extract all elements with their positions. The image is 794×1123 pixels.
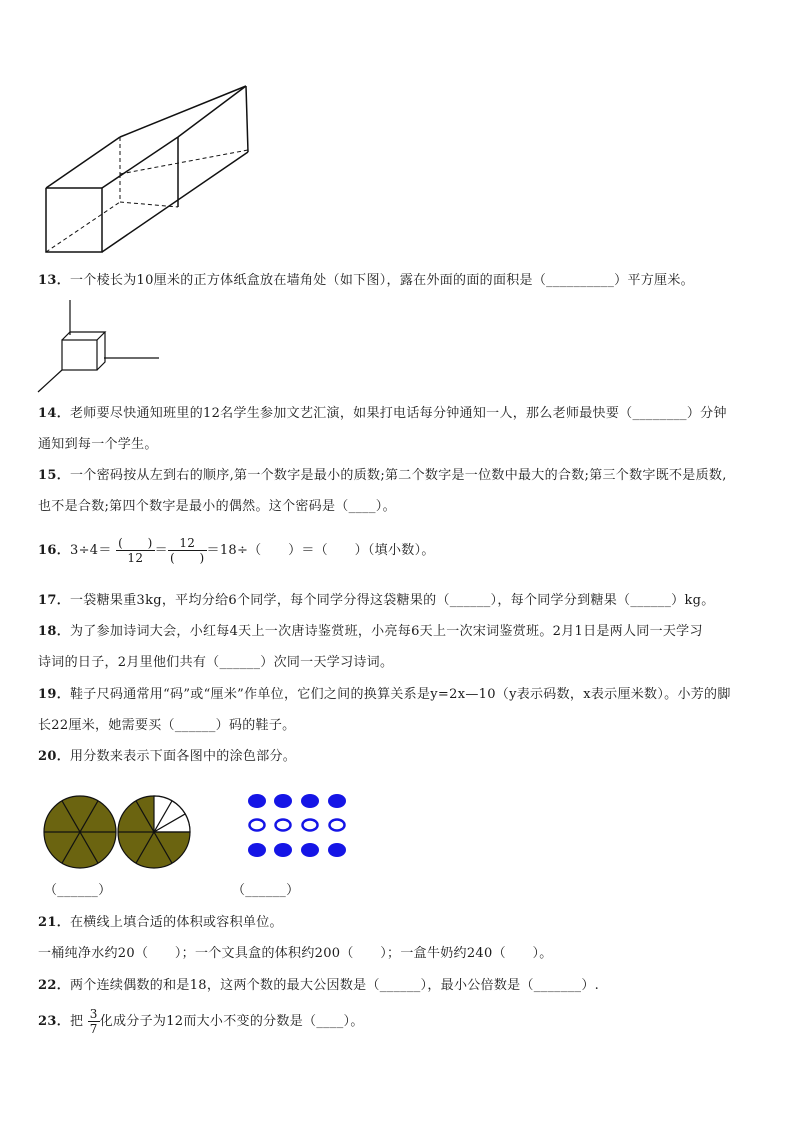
fraction [88,1007,100,1036]
question-text: 一袋糖果重3kg，平均分给6个同学，每个同学分得这袋糖果的（______），每个同学分到糖果（______）kg。 [70,593,715,608]
question-16 [38,532,764,570]
cuboid-figure [40,82,255,257]
fraction-2 [168,536,207,565]
question-18 [38,623,764,641]
question-text: 用分数来表示下面各图中的涂色部分。 [70,749,297,764]
question-text: 一个棱长为10厘米的正方体纸盒放在墙角处（如下图），露在外面的面的面积是（__________）平方厘米。 [70,273,694,288]
question-20 [38,748,764,766]
question-number: 18． [38,624,70,639]
question-17 [38,592,764,610]
question-23 [38,1003,764,1041]
question-text: 两个连续偶数的和是18，这两个数的最大公因数是（______），最小公倍数是（_______）. [70,978,600,993]
question-number: 23． [38,1014,70,1029]
question-15-line-2: 也不是合数;第四个数字是最小的偶然。这个密码是（____）。 [38,499,396,514]
dots-figure [246,792,352,860]
question-text: 为了参加诗词大会，小红每4天上一次唐诗鉴赏班，小亮每6天上一次宋词鉴赏班。2月1日是两人同一天学习 [70,624,703,639]
question-22 [38,977,764,995]
question-suffix: 化成分子为12而大小不变的分数是（____）。 [99,1014,364,1029]
question-number: 14． [38,406,70,421]
question-19 [38,686,764,704]
question-14 [38,405,764,423]
question-text: 在横线上填合适的体积或容积单位。 [70,915,283,930]
question-text: 一个密码按从左到右的顺序,第一个数字是最小的质数;第二个数字是一位数中最大的合数;第三个数字既不是质数, [70,468,727,483]
expression-prefix: 3÷4＝ [70,543,112,558]
question-number: 13． [38,273,70,288]
shaded-circles-figure [42,793,192,873]
question-prefix: 把 [70,1014,84,1029]
fraction-1 [116,536,155,565]
question-number: 20． [38,749,70,764]
question-text: 鞋子尺码通常用“码”或“厘米”作单位，它们之间的换算关系是y=2x—10（y表示码数，x表示厘米数）。小芳的脚 [70,687,731,702]
question-number: 17． [38,593,70,608]
question-number: 16． [38,543,70,558]
fraction-denominator: 7 [89,1022,98,1036]
fraction-2-denominator: ( ) [169,551,205,565]
question-number: 15． [38,468,70,483]
question-21-line-2: 一桶纯净水约20（ ）；一个文具盒的体积约200（ ）；一盒牛奶约240（ ）。 [38,946,553,961]
question-18-line-2: 诗词的日子，2月里他们共有（______）次同一天学习诗词。 [38,655,394,670]
question-number: 19． [38,687,70,702]
question-15 [38,467,764,485]
question-number: 22． [38,978,70,993]
fraction-1-numerator: ( ) [118,536,153,550]
answer-blank-2: （______） [232,883,300,898]
fraction-1-denominator: 12 [127,551,144,565]
question-19-line-2: 长22厘米，她需要买（______）码的鞋子。 [38,718,296,733]
question-13 [38,272,764,290]
fraction-2-numerator: 12 [168,536,207,551]
expression-suffix: ＝18÷（ ）＝（ ）（填小数）。 [206,543,435,558]
corner-cube-figure [34,300,164,395]
question-number: 21． [38,915,70,930]
question-text: 老师要尽快通知班里的12名学生参加文艺汇演，如果打电话每分钟通知一人，那么老师最快要（________）分钟 [70,406,727,421]
question-14-line-2: 通知到每一个学生。 [38,437,158,452]
equals-sign: ＝ [154,543,168,558]
fraction-numerator: 3 [89,1007,98,1021]
question-21 [38,914,764,932]
answer-blank-1: （______） [44,883,112,898]
